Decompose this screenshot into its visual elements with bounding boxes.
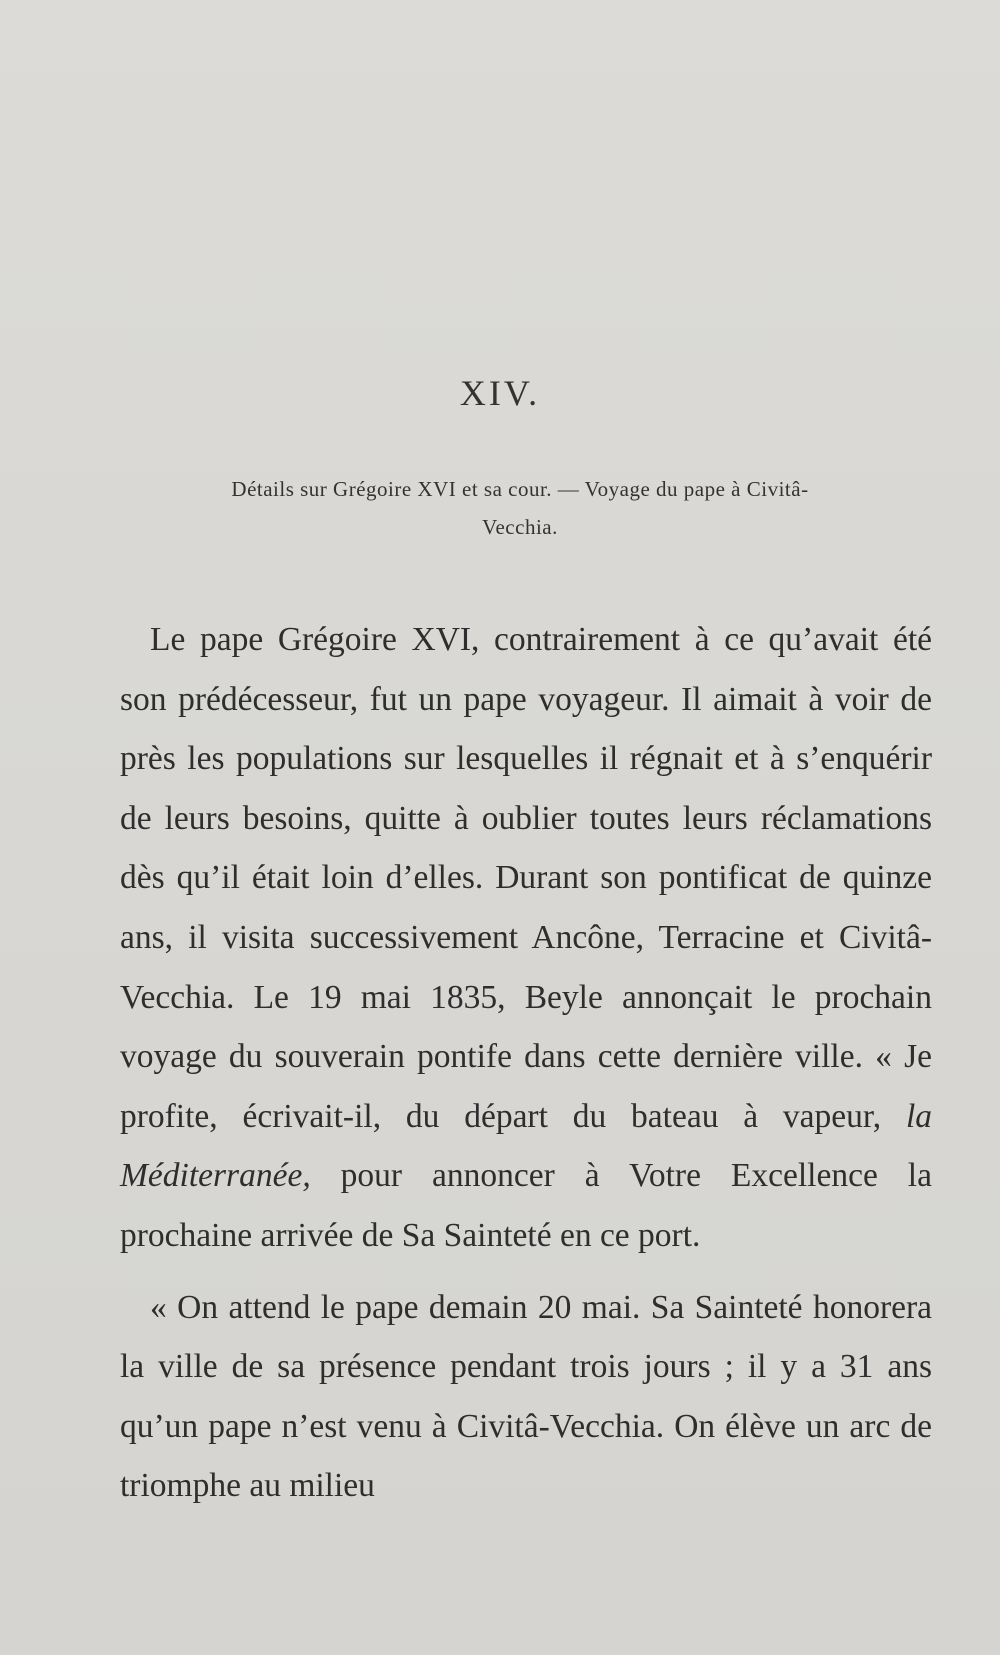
chapter-summary-line-1: Détails sur Grégoire XVI et sa cour. — Voyage du pape à Civitâ- — [231, 477, 809, 501]
chapter-number: XIV. — [459, 373, 541, 413]
ship-name: la Méditerranée, — [120, 1097, 932, 1195]
paragraph-1 — [120, 610, 932, 1266]
paragraph-1-text-end: pour annoncer à Votre Excellence la prochaine arrivée de Sa Sainteté en ce port. — [120, 1157, 932, 1254]
paragraph-2: « On attend le pape demain 20 mai. Sa Sainteté honorera la ville de sa présence pendant trois jours ; il y a 31 ans qu’un pape n’est venu à Civitâ-Vecchia. On élève un arc de triomphe au milieu — [120, 1288, 932, 1505]
paragraph-1-text: Le pape Grégoire XVI, contrairement à ce qu’avait été son prédécesseur, fut un pape voyageur. Il aimait à voir de près les populations sur lesquelles il régnait et à s’enquérir de leurs besoins, quitte à oublier toutes leurs réclamations dès qu’il était loin d’elles. Durant son pontificat de quinze ans, il visita successivement Ancône, Terracine et Civitâ-Vecchia. Le 19 mai 1835, Beyle annonçait le prochain voyage du souverain pontife dans cette dernière ville. « Je profite, écrivait-il, du départ du bateau à vapeur, — [120, 621, 932, 1135]
body-text — [120, 610, 932, 1516]
chapter-summary — [110, 470, 930, 546]
chapter-summary-line-2: Vecchia. — [482, 515, 558, 539]
